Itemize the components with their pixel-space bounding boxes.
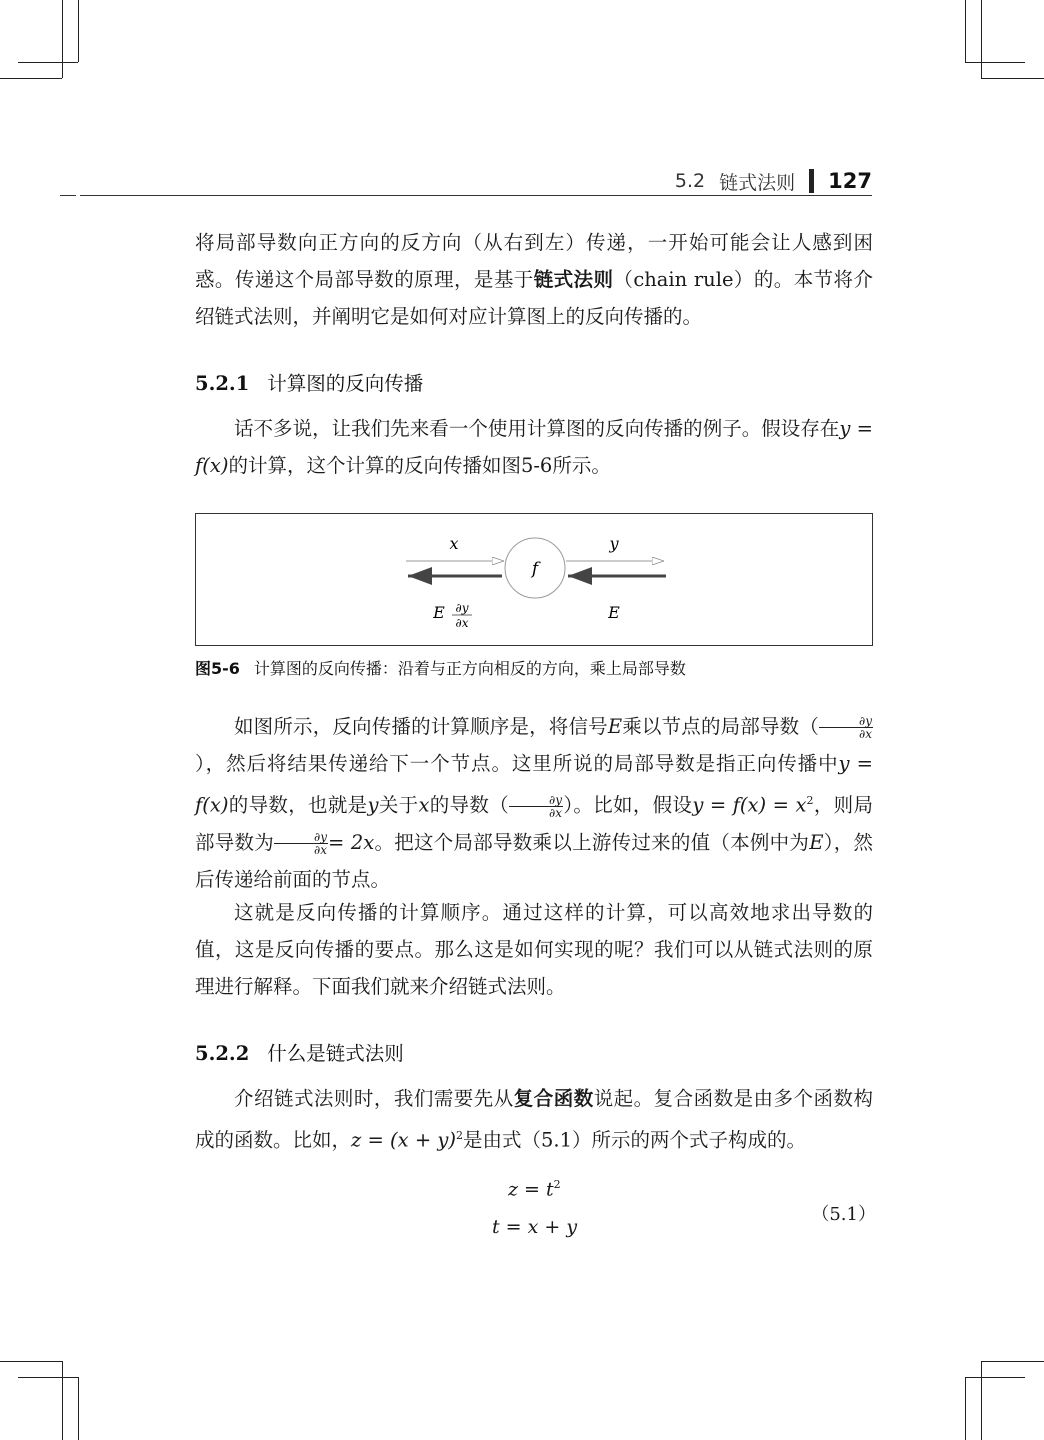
header-section: 5.2 [674,170,706,192]
p4-text: 说起。复合函数是由多个函数构成的函数。比如， [195,1087,873,1152]
equation-line-2: t = x + y [492,1216,578,1238]
p2-text: ），然后将结果传递给下一个节点。这里所说的局部导数是指正向传播中 [195,752,839,775]
section-number: 5.2.1 [195,372,250,395]
eq-line-1: z = t [508,1178,554,1201]
p2-math: x [418,793,430,817]
caption-text: 计算图的反向传播：沿着与正方向相反的方向，乘上局部导数 [253,659,686,678]
p2-text: 乘以节点的局部导数（ [622,715,819,738]
frac-den: ∂x [314,842,328,857]
crop-mark [965,0,966,62]
frac-den: ∂x [859,727,872,741]
running-header [675,168,872,194]
p1-text: 话不多说，让我们先来看一个使用计算图的反向传播的例子。假设存在 [234,417,840,440]
paragraph-2 [195,708,873,898]
deriv-numerator: ∂y [455,601,469,615]
p2-text: 的导数，也就是 [228,793,368,817]
crop-mark [981,1361,982,1440]
p4-bold-term: 复合函数 [513,1087,594,1110]
exponent: 2 [553,1178,561,1191]
p2-text: 关于 [378,793,419,817]
p2-math: y = f(x) [195,752,873,817]
node-label: f [531,559,539,579]
section-title: 计算图的反向传播 [267,372,424,395]
p2-math-E: E [809,830,824,854]
crop-mark [981,78,1044,79]
crop-mark [78,1377,79,1440]
header-bar [809,169,814,193]
frac-num: ∂y [274,831,328,844]
p2-math-E: E [607,715,623,738]
output-label-y: y [609,534,619,553]
header-tick [60,195,76,196]
input-label-x: x [449,534,459,553]
frac-num: ∂y [819,715,873,728]
p2-text: ，则局部导数为 [195,793,873,854]
section-heading-5-2-2 [195,1038,404,1066]
crop-mark [965,62,1025,63]
p2-text: ）。比如，假设 [563,793,693,817]
crop-mark [0,1361,62,1362]
gradient-label-in: E [608,603,620,622]
crop-mark [981,1361,1044,1362]
intro-text: 将局部导数向正方向的反方向（从右到左）传递，一开始可能会让人感到困惑。传递这个局部导数的原理，是基于 [195,231,873,291]
deriv-fraction [819,715,873,740]
figure-caption [195,656,686,679]
frac-den: ∂x [549,805,563,820]
exponent: 2 [456,1129,463,1142]
p4-math: z = (x + y) [351,1128,456,1152]
crop-mark [981,0,982,78]
p4-text: 介绍链式法则时，我们需要先从 [234,1087,514,1110]
crop-mark [78,0,79,62]
p2-text: ），然后传递给前面的节点。 [195,830,873,891]
paragraph-4 [195,1080,873,1159]
exponent: 2 [806,794,814,807]
crop-mark [0,78,62,79]
gradient-label-out: E [433,603,445,622]
backprop-diagram [196,514,872,645]
p1-text-end: 的计算，这个计算的反向传播如图5-6所示。 [228,454,611,477]
p2-math: y = f(x) = x [692,793,807,817]
section-number: 5.2.2 [195,1042,250,1065]
paragraph-3: 这就是反向传播的计算顺序。通过这样的计算，可以高效地求出导数的值，这是反向传播的要点。那么这是如何实现的呢？我们可以从链式法则的原理进行解释。下面我们就来介绍链式法则。 [195,901,873,998]
crop-mark [18,1377,78,1378]
frac-num: ∂y [509,794,563,807]
deriv-denominator: ∂x [455,616,469,630]
intro-text-rest: （chain rule）的。本节将介绍链式法则，并阐明它是如何对应计算图上的反向传播的。 [195,268,873,328]
deriv-fraction [509,794,563,819]
figure-5-6 [195,513,873,646]
equation-line-1 [508,1178,561,1200]
intro-paragraph [195,224,873,335]
p2-text: 的导数（ [429,793,510,817]
p2-text: 如图所示，反向传播的计算顺序是，将信号 [234,715,608,738]
intro-bold-term: 链式法则 [533,268,614,291]
equation-number: （5.1） [811,1204,876,1225]
crop-mark [965,1377,966,1440]
caption-number: 图5-6 [195,659,240,678]
deriv-fraction [274,831,328,856]
header-title: 链式法则 [719,171,796,194]
section-heading-5-2-1 [195,368,423,396]
p2-text: 。把这个局部导数乘以上游传过来的值（本例中为 [374,830,810,854]
p2-math: y [367,793,379,817]
page-number: 127 [828,169,872,193]
crop-mark [62,1361,63,1440]
p2-math: = 2x [328,830,375,854]
header-rule [80,195,872,196]
p4-text: 是由式（5.1）所示的两个式子构成的。 [463,1128,807,1152]
section-title: 什么是链式法则 [267,1042,404,1065]
crop-mark [62,0,63,78]
paragraph-1 [195,410,873,484]
crop-mark [965,1377,1025,1378]
crop-mark [18,62,78,63]
p1-math: y = f(x) [195,417,873,477]
